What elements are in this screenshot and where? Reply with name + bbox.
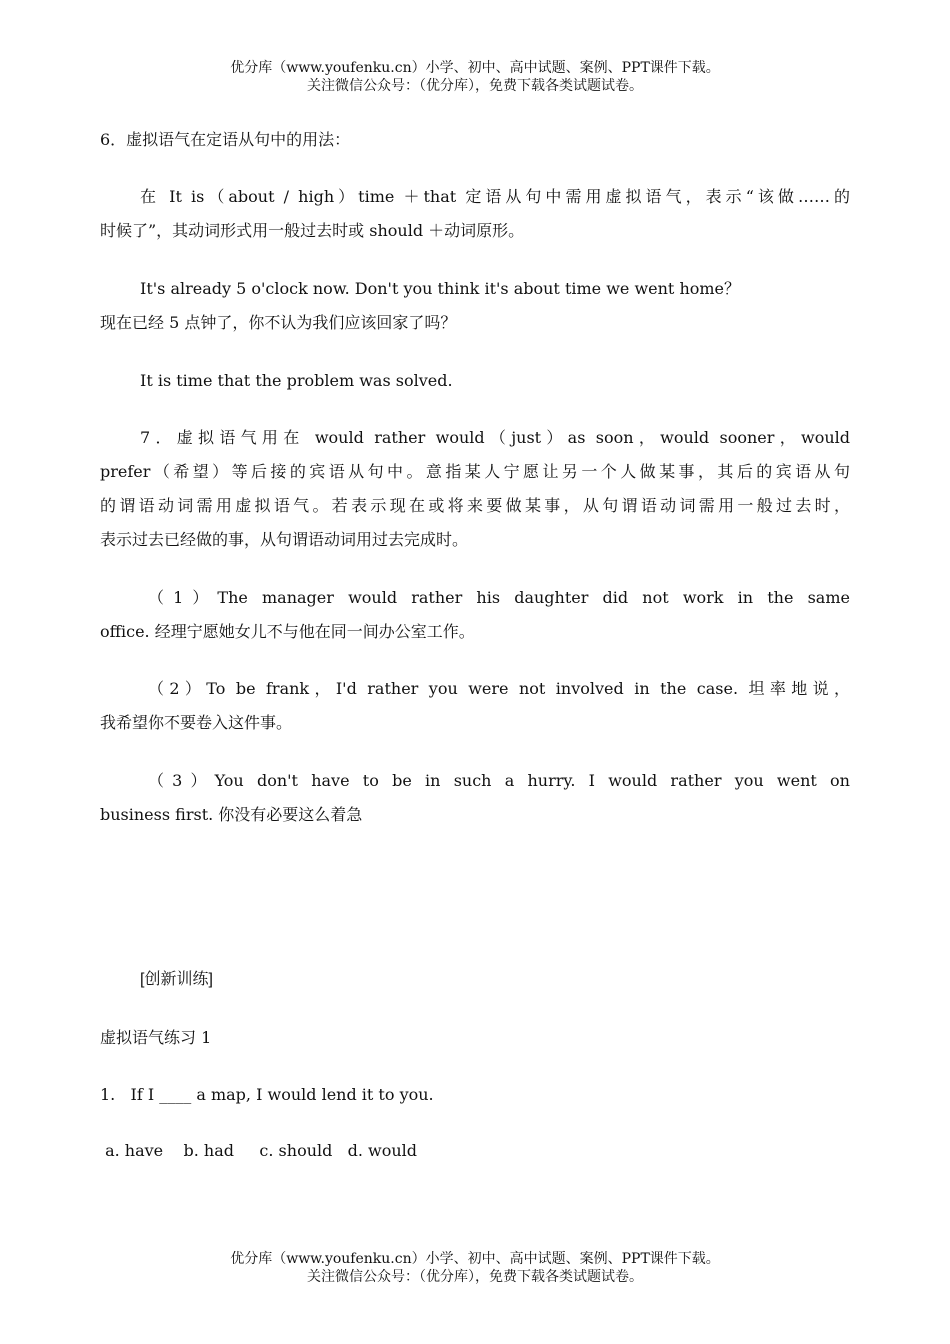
header-line-1: 优分库（www.youfenku.cn）小学、初中、高中试题、案例、PPT课件下载。 [230, 60, 720, 76]
training-title: [创新训练] [140, 971, 213, 988]
question-1: 1. If I ____ a map, I would lend it to you. [100, 1085, 434, 1104]
section-6-heading: 6．虚拟语气在定语从句中的用法： [100, 130, 351, 149]
section-7-example-3-line-1: （3）You don't have to be in such a hurry. I would rather you went on [148, 771, 850, 790]
question-1-options: a. have b. had c. should d. would [100, 1141, 418, 1160]
section-7-line-1: 7．虚拟语气用在 would rather would（just）as soon，would sooner，would [140, 428, 850, 447]
footer-line-2: 关注微信公众号：（优分库），免费下载各类试题试卷。 [307, 1269, 643, 1285]
section-6-rule-line-1: 在 It is（about / high）time ＋that 定语从句中需用虚拟语气，表示“该做……的 [140, 187, 850, 206]
section-6-example-1-english: It's already 5 o'clock now. Don't you think it's about time we went home？ [140, 279, 741, 298]
section-6-example-2: It is time that the problem was solved. [140, 371, 453, 390]
section-7-example-1-line-2: office. 经理宁愿她女儿不与他在同一间办公室工作。 [100, 622, 475, 641]
section-7-example-2-line-1: （2）To be frank，I'd rather you were not involved in the case. 坦率地说， [148, 679, 850, 698]
section-7-example-3-line-2: business first. 你没有必要这么着急 [100, 805, 363, 824]
section-6-rule-line-2: 时候了”，其动词形式用一般过去时或 should ＋动词原形。 [100, 221, 525, 240]
section-7-line-2: prefer（希望）等后接的宾语从句中。意指某人宁愿让另一个人做某事，其后的宾语从句 [100, 462, 850, 481]
page-header [0, 59, 950, 95]
section-7-line-4: 表示过去已经做的事，从句谓语动词用过去完成时。 [100, 530, 469, 549]
footer-line-1: 优分库（www.youfenku.cn）小学、初中、高中试题、案例、PPT课件下载。 [230, 1251, 720, 1267]
section-6-example-1-chinese: 现在已经 5 点钟了，你不认为我们应该回家了吗？ [100, 313, 457, 332]
header-line-2: 关注微信公众号：（优分库），免费下载各类试题试卷。 [307, 78, 643, 94]
section-7-line-3: 的谓语动词需用虚拟语气。若表示现在或将来要做某事，从句谓语动词需用一般过去时， [100, 496, 850, 515]
page-footer [0, 1250, 950, 1286]
section-7-example-2-line-2: 我希望你不要卷入这件事。 [100, 713, 293, 732]
training-subtitle: 虚拟语气练习 1 [100, 1028, 212, 1047]
section-7-example-1-line-1: （1）The manager would rather his daughter did not work in the same [148, 588, 850, 607]
